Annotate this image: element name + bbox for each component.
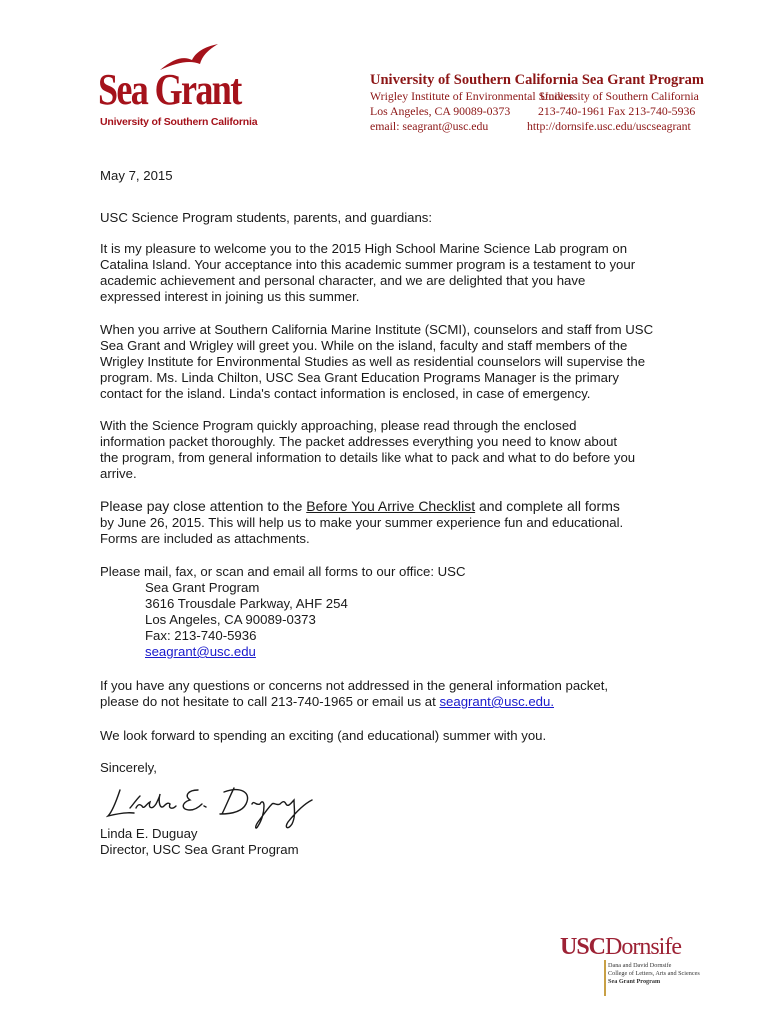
text-line: arrive. <box>100 466 137 481</box>
closing: Sincerely, <box>100 760 157 775</box>
address-email-link[interactable]: seagrant@usc.edu <box>145 644 256 659</box>
sea-grant-logo <box>98 44 258 132</box>
dornsife-line: Dana and David Dornsife <box>608 962 672 969</box>
text-line: information packet thoroughly. The packet addresses everything you need to know about <box>100 434 618 449</box>
text-line: contact for the island. Linda's contact information is enclosed, in case of emergency. <box>100 386 591 401</box>
checklist-link[interactable]: Before You Arrive Checklist <box>306 498 476 514</box>
logo-wordmark: Sea Grant <box>98 65 241 114</box>
text-span: please do not hesitate to call 213-740-1965 or email us at <box>100 694 440 709</box>
text-line: It is my pleasure to welcome you to the 2015 High School Marine Science Lab program on <box>100 241 628 256</box>
text-span: Please pay close attention to the <box>100 498 307 514</box>
letterhead-city: Los Angeles, CA 90089-0373 <box>370 104 511 118</box>
address-line: 3616 Trousdale Parkway, AHF 254 <box>145 596 348 611</box>
usc-dornsife-logo <box>560 934 730 994</box>
usc-brand: USC <box>560 934 606 960</box>
text-line: Forms are included as attachments. <box>100 531 310 546</box>
address-line: Fax: 213-740-5936 <box>145 628 257 643</box>
letterhead-row <box>370 119 710 134</box>
text-span: and complete all forms <box>475 498 620 514</box>
contact-email-link[interactable]: seagrant@usc.edu. <box>439 694 554 709</box>
text-line: When you arrive at Southern California Marine Institute (SCMI), counselors and staff from USC <box>100 322 654 337</box>
text-line: Sea Grant and Wrigley will greet you. While on the island, faculty and staff members of the <box>100 338 628 353</box>
text-line: the program, from general information to details like what to pack and what to do before you <box>100 450 636 465</box>
text-line: academic achievement and personal character, and we are delighted that you have <box>100 273 586 288</box>
text-line <box>100 498 620 514</box>
text-line: If you have any questions or concerns not addressed in the general information packet, <box>100 678 609 693</box>
dornsife-line: College of Letters, Arts and Sciences <box>608 970 700 977</box>
signature-image <box>106 782 316 832</box>
salutation: USC Science Program students, parents, and guardians: <box>100 210 433 225</box>
letterhead-title: University of Southern California Sea Grant Program <box>370 72 705 88</box>
signer-title: Director, USC Sea Grant Program <box>100 842 299 857</box>
logo-subtitle: University of Southern California <box>100 116 258 128</box>
signer-name: Linda E. Duguay <box>100 826 198 841</box>
letterhead-row <box>370 89 710 104</box>
letterhead <box>370 71 710 134</box>
text-line: With the Science Program quickly approaching, please read through the enclosed <box>100 418 577 433</box>
closing-sentence: We look forward to spending an exciting (and educational) summer with you. <box>100 728 547 743</box>
text-line: by June 26, 2015. This will help us to make your summer experience fun and educational. <box>100 515 624 530</box>
divider <box>604 960 606 996</box>
dornsife-subtitle <box>608 962 700 986</box>
text-line: expressed interest in joining us this summer. <box>100 289 360 304</box>
letterhead-institute: Wrigley Institute of Environmental Studies <box>370 89 574 103</box>
letterhead-university: University of Southern California <box>540 89 699 103</box>
address-line: Sea Grant Program <box>145 580 260 595</box>
dornsife-line: Sea Grant Program <box>608 978 661 985</box>
letterhead-phone: 213-740-1961 Fax 213-740-5936 <box>538 104 696 118</box>
letterhead-website: http://dornsife.usc.edu/uscseagrant <box>527 119 691 133</box>
letterhead-email: email: seagrant@usc.edu <box>370 119 489 133</box>
text-line: Wrigley Institute for Environmental Studies as well as residential counselors will supervise the <box>100 354 646 369</box>
address-line: Los Angeles, CA 90089-0373 <box>145 612 316 627</box>
text-line: Catalina Island. Your acceptance into this academic summer program is a testament to your <box>100 257 636 272</box>
dornsife-wordmark <box>560 934 730 960</box>
letter-date: May 7, 2015 <box>100 168 173 183</box>
text-line <box>100 694 554 710</box>
letterhead-row <box>370 104 710 119</box>
text-line: Please mail, fax, or scan and email all forms to our office: USC <box>100 564 466 579</box>
dornsife-brand: Dornsife <box>605 934 681 960</box>
text-line: program. Ms. Linda Chilton, USC Sea Grant Education Programs Manager is the primary <box>100 370 619 385</box>
